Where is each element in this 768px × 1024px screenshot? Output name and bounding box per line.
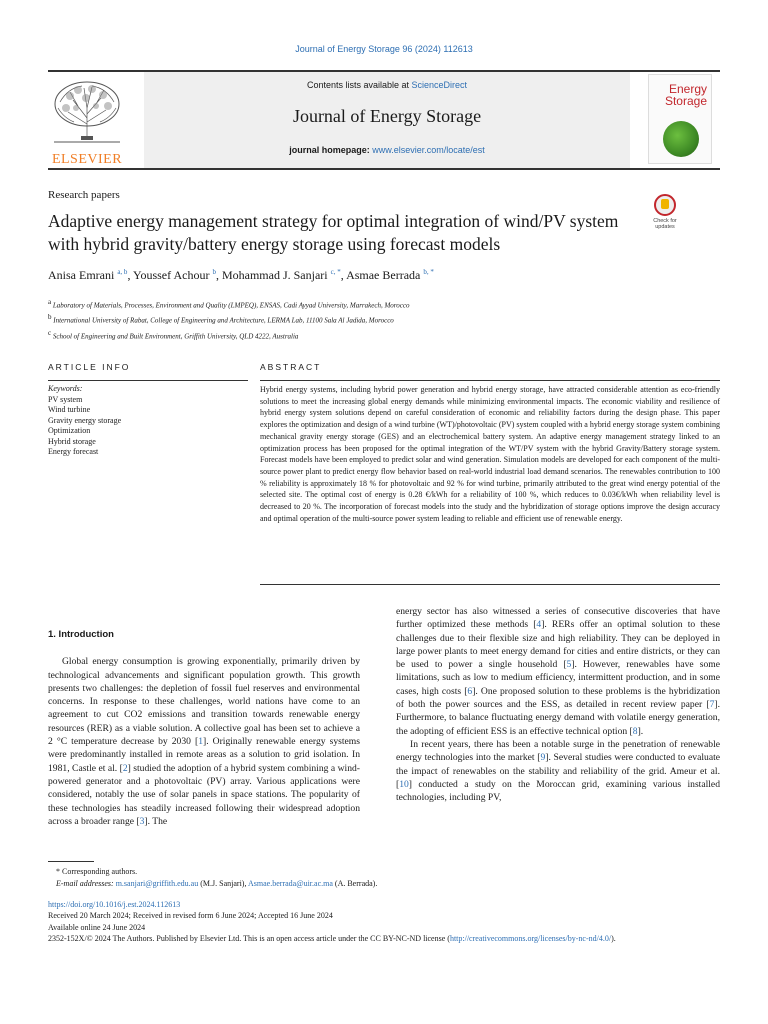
email-owner: (A. Berrada). [332, 879, 378, 888]
body-column-right [396, 605, 720, 804]
keyword-item: Gravity energy storage [48, 415, 122, 425]
footnotes [48, 866, 728, 890]
journal-cover[interactable] [648, 74, 712, 164]
license-text: ). [611, 933, 616, 943]
citation-link[interactable]: 10 [399, 778, 409, 790]
keyword-item: PV system [48, 394, 83, 404]
journal-masthead [48, 70, 720, 170]
author-name: Anisa Emrani [48, 268, 115, 282]
homepage-line [144, 145, 630, 155]
crossmark-icon [654, 194, 676, 216]
license-text: 2352-152X/© 2024 The Authors. Published by Elsevier Ltd. This is an open access article under the CC BY-NC-ND license ( [48, 933, 450, 943]
email-owner: (M.J. Sanjari), [198, 879, 249, 888]
author-name: Mohammad J. Sanjari [221, 268, 328, 282]
contents-line [144, 80, 630, 90]
crossmark-line2: updates [655, 224, 675, 230]
text-run: energy sector has also witnessed a series of consecutive discoveries that have further optimized these methods [ [396, 606, 720, 631]
journal-title: Journal of Energy Storage [292, 106, 482, 126]
citation-link[interactable]: 2 [122, 762, 128, 774]
citation-link[interactable]: 3 [139, 815, 145, 827]
citation-link[interactable]: 1 [198, 736, 203, 748]
author-name: Asmae Berrada [346, 268, 421, 282]
text-run: ]. However, renewables have some limitations, such as low to medium efficiency, intermittent production, and in some cases, high costs [ [396, 659, 720, 697]
email-link[interactable]: m.sanjari@griffith.edu.au [115, 879, 199, 888]
section-heading-introduction: 1. Introduction [48, 629, 114, 640]
affiliation-text: International University of Rabat, College of Engineering and Architecture, LERMA Lab, 11100 Sala Al Jadida, Morocco [53, 316, 394, 325]
text-run: ]. One proposed solution to these problems is the hybridization of both the power sources and the ESS, as detailed in recent review paper [ [396, 685, 720, 711]
text-run: Global energy consumption is growing exponentially, primarily driven by technological advancements and significant population growth. This growth presents two challenges: the depletion of fossil fuel reserves and environmental concerns. In response to these challenges, world nations have come to an agreement to cut CO2 emissions and transition towards renewable energy resources (RER) as a viable solution. A collective goal has been set to achieve a 2 °C temperature decrease by 2030 [ [48, 656, 360, 748]
running-head[interactable]: Journal of Energy Storage 96 (2024) 112613 [295, 44, 473, 54]
affiliation-item [48, 296, 409, 311]
email-label: E-mail addresses: [56, 879, 116, 888]
check-for-updates-button[interactable] [648, 194, 682, 234]
doi-link[interactable]: https://doi.org/10.1016/j.est.2024.112613 [48, 900, 181, 909]
body-paragraph [396, 605, 720, 738]
author-name: Youssef Achour [133, 268, 210, 282]
available-online: Available online 24 June 2024 [48, 922, 146, 932]
text-run: ]. The [144, 815, 168, 827]
citation-link[interactable]: 8 [632, 725, 638, 737]
affiliation-text: Laboratory of Materials, Processes, Environment and Quality (LMPEQ), ENSAS, Cadi Ayyad University, Marrakech, Morocco [52, 301, 410, 310]
footnote-divider [48, 861, 94, 862]
author-affil-link[interactable]: a, b [117, 268, 128, 276]
received-dates: Received 20 March 2024; Received in revised form 6 June 2024; Accepted 16 June 2024 [48, 911, 333, 921]
author-affil-link[interactable]: c, * [330, 268, 341, 276]
abstract-divider [260, 584, 720, 585]
text-run: ]. Originally renewable energy systems were predominantly installed in remote areas as a solution to grid isolation. In 1981, Castle et al. [ [48, 736, 360, 774]
author-affil-link[interactable]: b, * [423, 268, 434, 276]
article-info-heading: ARTICLE INFO [48, 362, 248, 381]
citation-link[interactable]: 5 [566, 659, 572, 671]
email-line [48, 878, 728, 890]
keyword-item: Optimization [48, 426, 91, 435]
keyword-item: Wind turbine [48, 405, 91, 414]
author-affil-link[interactable]: b [212, 268, 216, 276]
body-column-left [48, 628, 360, 828]
elsevier-logo[interactable] [48, 78, 126, 168]
keyword-item: Energy forecast [48, 447, 99, 456]
publisher-name: ELSEVIER [51, 152, 123, 167]
keywords-list [48, 384, 248, 458]
body-paragraph [48, 655, 360, 828]
license-line [48, 933, 728, 944]
text-run: ]. Furthermore, to balance fluctuating energy demand with volatile energy generation, the adopting of efficient ESS is an effective technical option [ [396, 699, 720, 737]
article-type: Research papers [48, 189, 120, 201]
citation-link[interactable]: 7 [709, 699, 715, 711]
article-metadata [48, 899, 728, 944]
affiliation-text: School of Engineering and Built Environment, Griffith University, QLD 4222, Australia [52, 331, 299, 340]
affiliation-sup: a [48, 298, 52, 306]
cover-title-line1: Energy [668, 82, 707, 96]
abstract-text: Hybrid energy systems, including hybrid power generation and hybrid energy storage, have attracted considerable attention as eco-friendly solutions to meet the increasing global energy demands while minimizing environmental impacts. The economic viability and resilience of hybrid energy system solutions depend on careful consideration of economic and reliability factors during the design phase. This paper explores the optimization and design of a wind turbine (WT)/photovoltaic (PV) system coupled with a hybrid energy storage system combining mechanical gravity energy storage (GES) and an electrochemical battery system. An adaptive energy management strategy linked to an optimization process has been proposed for the optimal integration of the WT/PV system with the hybrid Gravity/Battery storage system. Forecast models have been employed to predict solar and wind generation. Simulation models are developed for each component of the multi-source power plant to predict energy flow behavior based on real-world industrial load demand scenarios. The renewables contribution to 100 % reliability is approximately 18 % for photovoltaic and 92 % for wind turbine, primarily attributed to the great wind energy potential of the selected site. The optimal cost of energy is 0.28 €/kWh for a reliability of 100 %, which reduces to 0.03€/kWh when reliability level is decreased to 20 %. The incorporation of forecast models into the study and the hybridization of storage options improve the design accuracy and optimal operation of the multi-source power system leading to reliable and efficient use of renewable energy. [260, 385, 720, 523]
contents-prefix: Contents lists available at [306, 80, 412, 90]
cover-title-line2: Storage [664, 94, 707, 108]
affiliation-item [48, 327, 409, 342]
text-run: ]. Several studies were conducted to evaluate the impact of renewables on the stability and reliability of the grid. Ameur et al. [ [396, 752, 721, 790]
keywords-label: Keywords: [48, 384, 83, 393]
homepage-label: journal homepage: [289, 145, 373, 155]
text-run: ]. RERs offer an optimal solution to these challenges due to their flexible size and high reliability. They can be deployed in large power plants to meet energy demand for cities and entire districts, or they can be used to power a single household [ [396, 619, 721, 671]
text-run: ] studied the adoption of a hybrid system combining a wind-powered generator and a photovoltaic (PV) array. Various applications were considered, notably the use of solar panels in space stations. The popularity of these technologies has steadily increased following their widespread adoption across a broader range [ [48, 762, 360, 827]
keyword-item: Hybrid storage [48, 436, 96, 446]
citation-link[interactable]: 9 [540, 752, 546, 764]
text-run: In recent years, there has been a notable surge in the penetration of renewable energy technologies into the market [ [396, 738, 720, 764]
cover-globe-icon [663, 121, 699, 157]
abstract-heading: ABSTRACT [260, 362, 720, 381]
article-title: Adaptive energy management strategy for optimal integration of wind/PV system with hybrid gravity/battery energy storage using forecast models [48, 211, 619, 254]
email-link[interactable]: Asmae.berrada@uir.ac.ma [248, 879, 333, 888]
crossmark-line1: Check for [653, 218, 677, 224]
citation-link[interactable]: 4 [536, 619, 542, 631]
affiliation-sup: b [48, 313, 52, 322]
author-list: Anisa Emrani $^{a, b}$, Youssef Achour $^b$, Mohammad J. Sanjari $^{c, *}$, Asmae Berrada $^{b, *}$ [48, 268, 434, 282]
masthead-center [144, 72, 630, 168]
text-run: ]. [637, 725, 644, 737]
license-link[interactable]: http://creativecommons.org/licenses/by-nc-nd/4.0/ [449, 933, 612, 943]
corresponding-note: * Corresponding authors. [56, 867, 138, 876]
affiliations [48, 296, 409, 342]
body-paragraph [396, 738, 720, 804]
sciencedirect-link[interactable]: ScienceDirect [411, 80, 468, 90]
homepage-link[interactable]: www.elsevier.com/locate/est [372, 145, 485, 155]
affiliation-sup: c [48, 328, 52, 337]
affiliation-item [48, 311, 409, 326]
citation-link[interactable]: 6 [467, 685, 473, 697]
text-run: ] conducted a study on the Moroccan grid, examining various installed technologies, including PV, [396, 778, 720, 804]
cover-title [649, 75, 711, 107]
elsevier-tree-icon [48, 78, 126, 148]
